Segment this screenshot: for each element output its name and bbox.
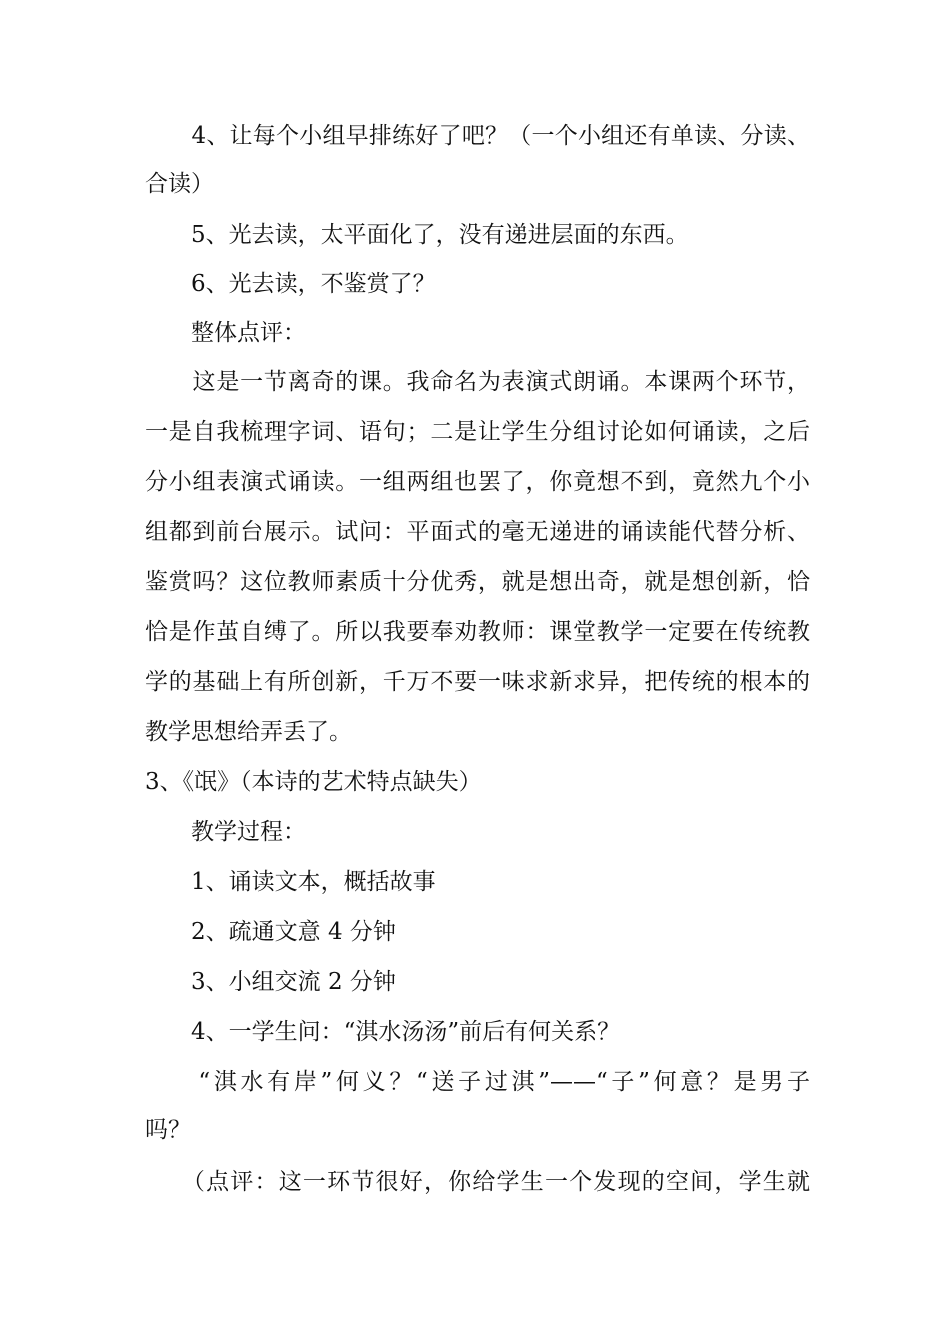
paragraph-line: 恰是作茧自缚了。所以我要奉劝教师：课堂教学一定要在传统教 bbox=[145, 619, 810, 645]
section-heading: 教学过程： bbox=[145, 819, 306, 845]
paragraph-line: 6、光去读，不鉴赏了？ bbox=[145, 271, 436, 297]
list-item: 3、小组交流 2 分钟 bbox=[145, 969, 396, 995]
list-item: 4、一学生问：“淇水汤汤”前后有何关系？ bbox=[145, 1019, 621, 1045]
paragraph-line: 分小组表演式诵读。一组两组也罢了，你竟想不到，竟然九个小 bbox=[145, 469, 810, 495]
paragraph-line: 吗？ bbox=[145, 1117, 191, 1143]
paragraph-line: 鉴赏吗？这位教师素质十分优秀，就是想出奇，就是想创新，恰 bbox=[145, 569, 810, 595]
paragraph-line: 5、光去读，太平面化了，没有递进层面的东西。 bbox=[145, 222, 689, 248]
paragraph-line: 4、让每个小组早排练好了吧？（一个小组还有单读、分读、 bbox=[145, 123, 810, 149]
paragraph-line: （点评：这一环节很好，你给学生一个发现的空间，学生就 bbox=[145, 1169, 810, 1195]
list-item: 1、诵读文本，概括故事 bbox=[145, 869, 436, 895]
paragraph-line: “淇水有岸”何义？“送子过淇”——“子”何意？是男子 bbox=[145, 1069, 810, 1095]
section-heading: 3、《氓》（本诗的艺术特点缺失） bbox=[145, 769, 482, 795]
paragraph-line: 一是自我梳理字词、语句；二是让学生分组讨论如何诵读，之后 bbox=[145, 419, 810, 445]
paragraph-line: 教学思想给弄丢了。 bbox=[145, 719, 352, 745]
paragraph-line: 组都到前台展示。试问：平面式的毫无递进的诵读能代替分析、 bbox=[145, 519, 810, 545]
list-item: 2、疏通文意 4 分钟 bbox=[145, 919, 396, 945]
section-heading: 整体点评： bbox=[145, 320, 306, 346]
paragraph-line: 学的基础上有所创新，千万不要一味求新求异，把传统的根本的 bbox=[145, 669, 810, 695]
paragraph-line: 合读） bbox=[145, 171, 214, 197]
paragraph-line: 这是一节离奇的课。我命名为表演式朗诵。本课两个环节， bbox=[145, 369, 810, 395]
